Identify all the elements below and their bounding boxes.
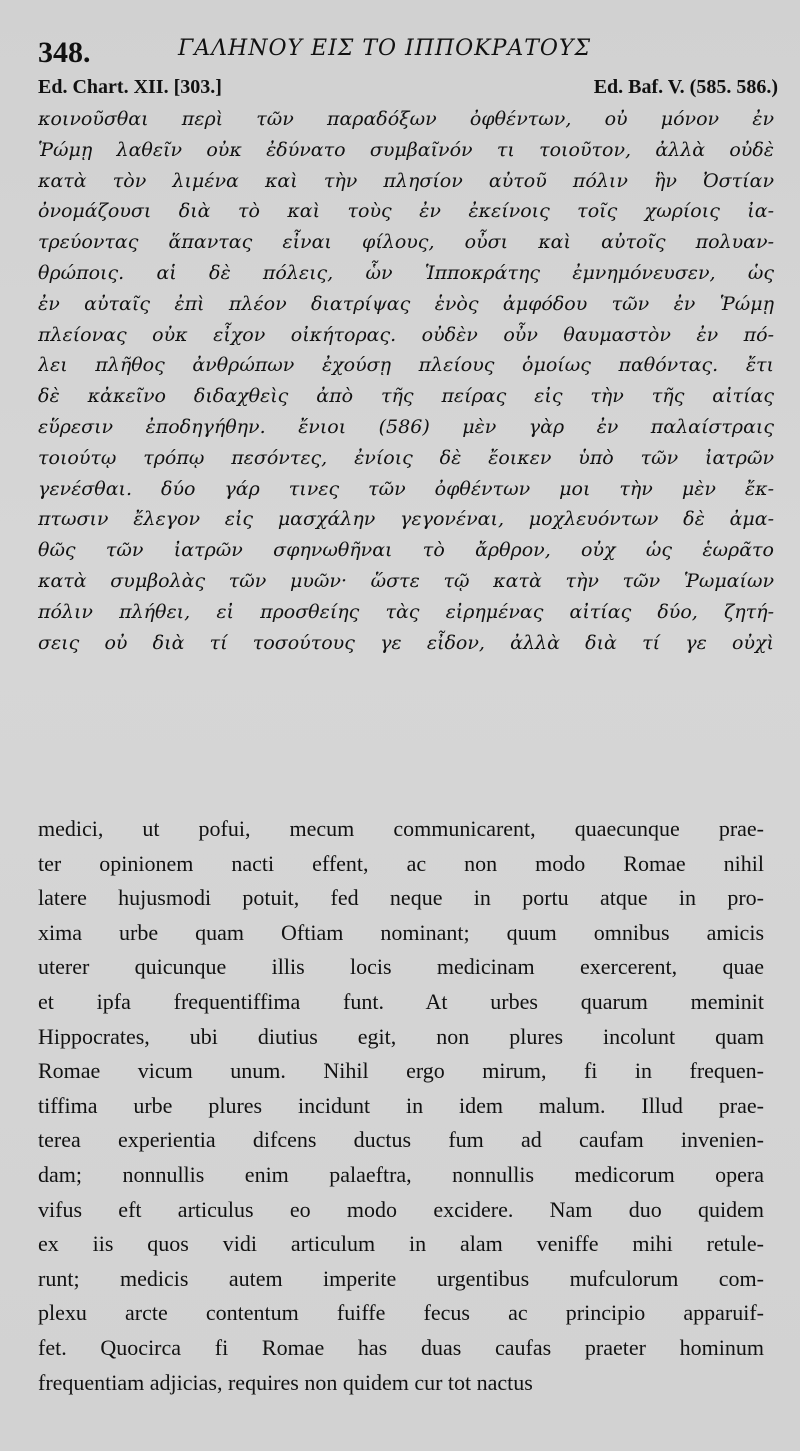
latin-line: terea experientia difcens ductus fum ad caufam invenien- xyxy=(38,1127,764,1153)
greek-text-block xyxy=(38,104,774,658)
greek-line: κατὰ τὸν λιμένα καὶ τὴν πλησίον αὐτοῦ πόλιν ἣν Ὀστίαν xyxy=(38,169,774,192)
greek-line: θρώποις. αἱ δὲ πόλεις, ὧν Ἱπποκράτης ἐμνημόνευσεν, ὡς xyxy=(38,261,774,284)
greek-line: κοινοῦσθαι περὶ τῶν παραδόξων ὀφθέντων, οὐ μόνον ἐν xyxy=(38,108,774,130)
greek-line: Ῥώμῃ λαθεῖν οὐκ ἐδύνατο συμβαῖνόν τι τοιοῦτον, ἀλλὰ οὐδὲ xyxy=(38,138,774,161)
latin-line: plexu arcte contentum fuiffe fecus ac principio apparuif- xyxy=(38,1300,764,1326)
greek-line: λει πλῆθος ἀνθρώπων ἐχούσῃ πλείους ὁμοίως παθόντας. ἔτι xyxy=(38,354,774,377)
latin-line: fet. Quocirca fi Romae has duas caufas praeter hominum xyxy=(38,1334,764,1360)
greek-line: δὲ κἀκεῖνο διδαχθεὶς ἀπὸ τῆς πείρας εἰς τὴν τῆς αἰτίας xyxy=(38,385,774,408)
latin-line: xima urbe quam Oftiam nominant; quum omnibus amicis xyxy=(38,919,764,945)
latin-line: frequentiam adjicias, requires non quidem cur tot nactus xyxy=(38,1369,533,1395)
greek-line: τρεύοντας ἅπαντας εἶναι φίλους, οὖσι καὶ αὐτοῖς πολυαν- xyxy=(38,231,774,254)
greek-line: ἐν αὐταῖς ἐπὶ πλέον διατρίψας ἑνὸς ἀμφόδου τῶν ἐν Ῥώμῃ xyxy=(38,292,774,315)
latin-line: Hippocrates, ubi diutius egit, non plures incolunt quam xyxy=(38,1023,764,1049)
latin-line: ter opinionem nacti effent, ac non modo Romae nihil xyxy=(38,850,764,876)
latin-line: et ipfa frequentiffima funt. At urbes quarum meminit xyxy=(38,988,764,1014)
latin-line: vifus eft articulus eo modo excidere. Nam duo quidem xyxy=(38,1196,764,1222)
greek-line: εὕρεσιν ἐποδηγήθην. ἔνιοι (586) μὲν γὰρ ἐν παλαίστραις xyxy=(38,415,774,438)
latin-line: dam; nonnullis enim palaeftra, nonnullis medicorum opera xyxy=(38,1161,764,1187)
latin-text-block xyxy=(38,812,764,1400)
latin-line: Romae vicum unum. Nihil ergo mirum, fi in frequen- xyxy=(38,1058,764,1084)
edition-reference-line xyxy=(38,76,778,104)
latin-line: ex iis quos vidi articulum in alam veniffe mihi retule- xyxy=(38,1231,764,1257)
latin-line: tiffima urbe plures incidunt in idem malum. Illud prae- xyxy=(38,1092,764,1118)
greek-line: πόλιν πλήθει, εἰ προσθείης τὰς εἰρημένας αἰτίας δύο, ζητή- xyxy=(38,600,774,623)
latin-line: uterer quicunque illis locis medicinam exercerent, quae xyxy=(38,954,764,980)
running-head xyxy=(38,30,778,70)
edition-reference-right: Ed. Baf. V. (585. 586.) xyxy=(593,76,778,98)
greek-line: θῶς τῶν ἰατρῶν σφηνωθῆναι τὸ ἄρθρον, οὐχ ὡς ἑωρᾶτο xyxy=(38,539,774,562)
latin-line: runt; medicis autem imperite urgentibus mufculorum com- xyxy=(38,1265,764,1291)
latin-line: medici, ut pofui, mecum communicarent, quaecunque prae- xyxy=(38,816,764,841)
greek-line: κατὰ συμβολὰς τῶν μυῶν· ὥστε τῷ κατὰ τὴν τῶν Ῥωμαίων xyxy=(38,569,774,592)
greek-line: πτωσιν ἔλεγον εἰς μασχάλην γεγονέναι, μοχλευόντων δὲ ἀμα- xyxy=(38,508,774,531)
edition-reference-left: Ed. Chart. XII. [303.] xyxy=(38,76,222,98)
latin-line: latere hujusmodi potuit, fed neque in portu atque in pro- xyxy=(38,885,764,911)
greek-line: τοιούτῳ τρόπῳ πεσόντες, ἐνίοις δὲ ἔοικεν ὑπὸ τῶν ἰατρῶν xyxy=(38,446,774,469)
greek-line: γενέσθαι. δύο γάρ τινες τῶν ὀφθέντων μοι τὴν μὲν ἔκ- xyxy=(38,477,774,500)
greek-line: πλείονας οὐκ εἶχον οἰκήτορας. οὐδὲν οὖν θαυμαστὸν ἐν πό- xyxy=(38,323,774,346)
running-title: ΓΑΛΗΝΟΥ ΕΙΣ ΤΟ ΙΠΠΟΚΡΑΤΟΥΣ xyxy=(178,36,592,61)
page-number: 348. xyxy=(38,36,91,69)
greek-line: σεις οὐ διὰ τί τοσούτους γε εἶδον, ἀλλὰ διὰ τί γε οὐχὶ xyxy=(38,631,774,654)
greek-line: ὀνομάζουσι διὰ τὸ καὶ τοὺς ἐν ἐκείνοις τοῖς χωρίοις ἰα- xyxy=(38,200,774,223)
